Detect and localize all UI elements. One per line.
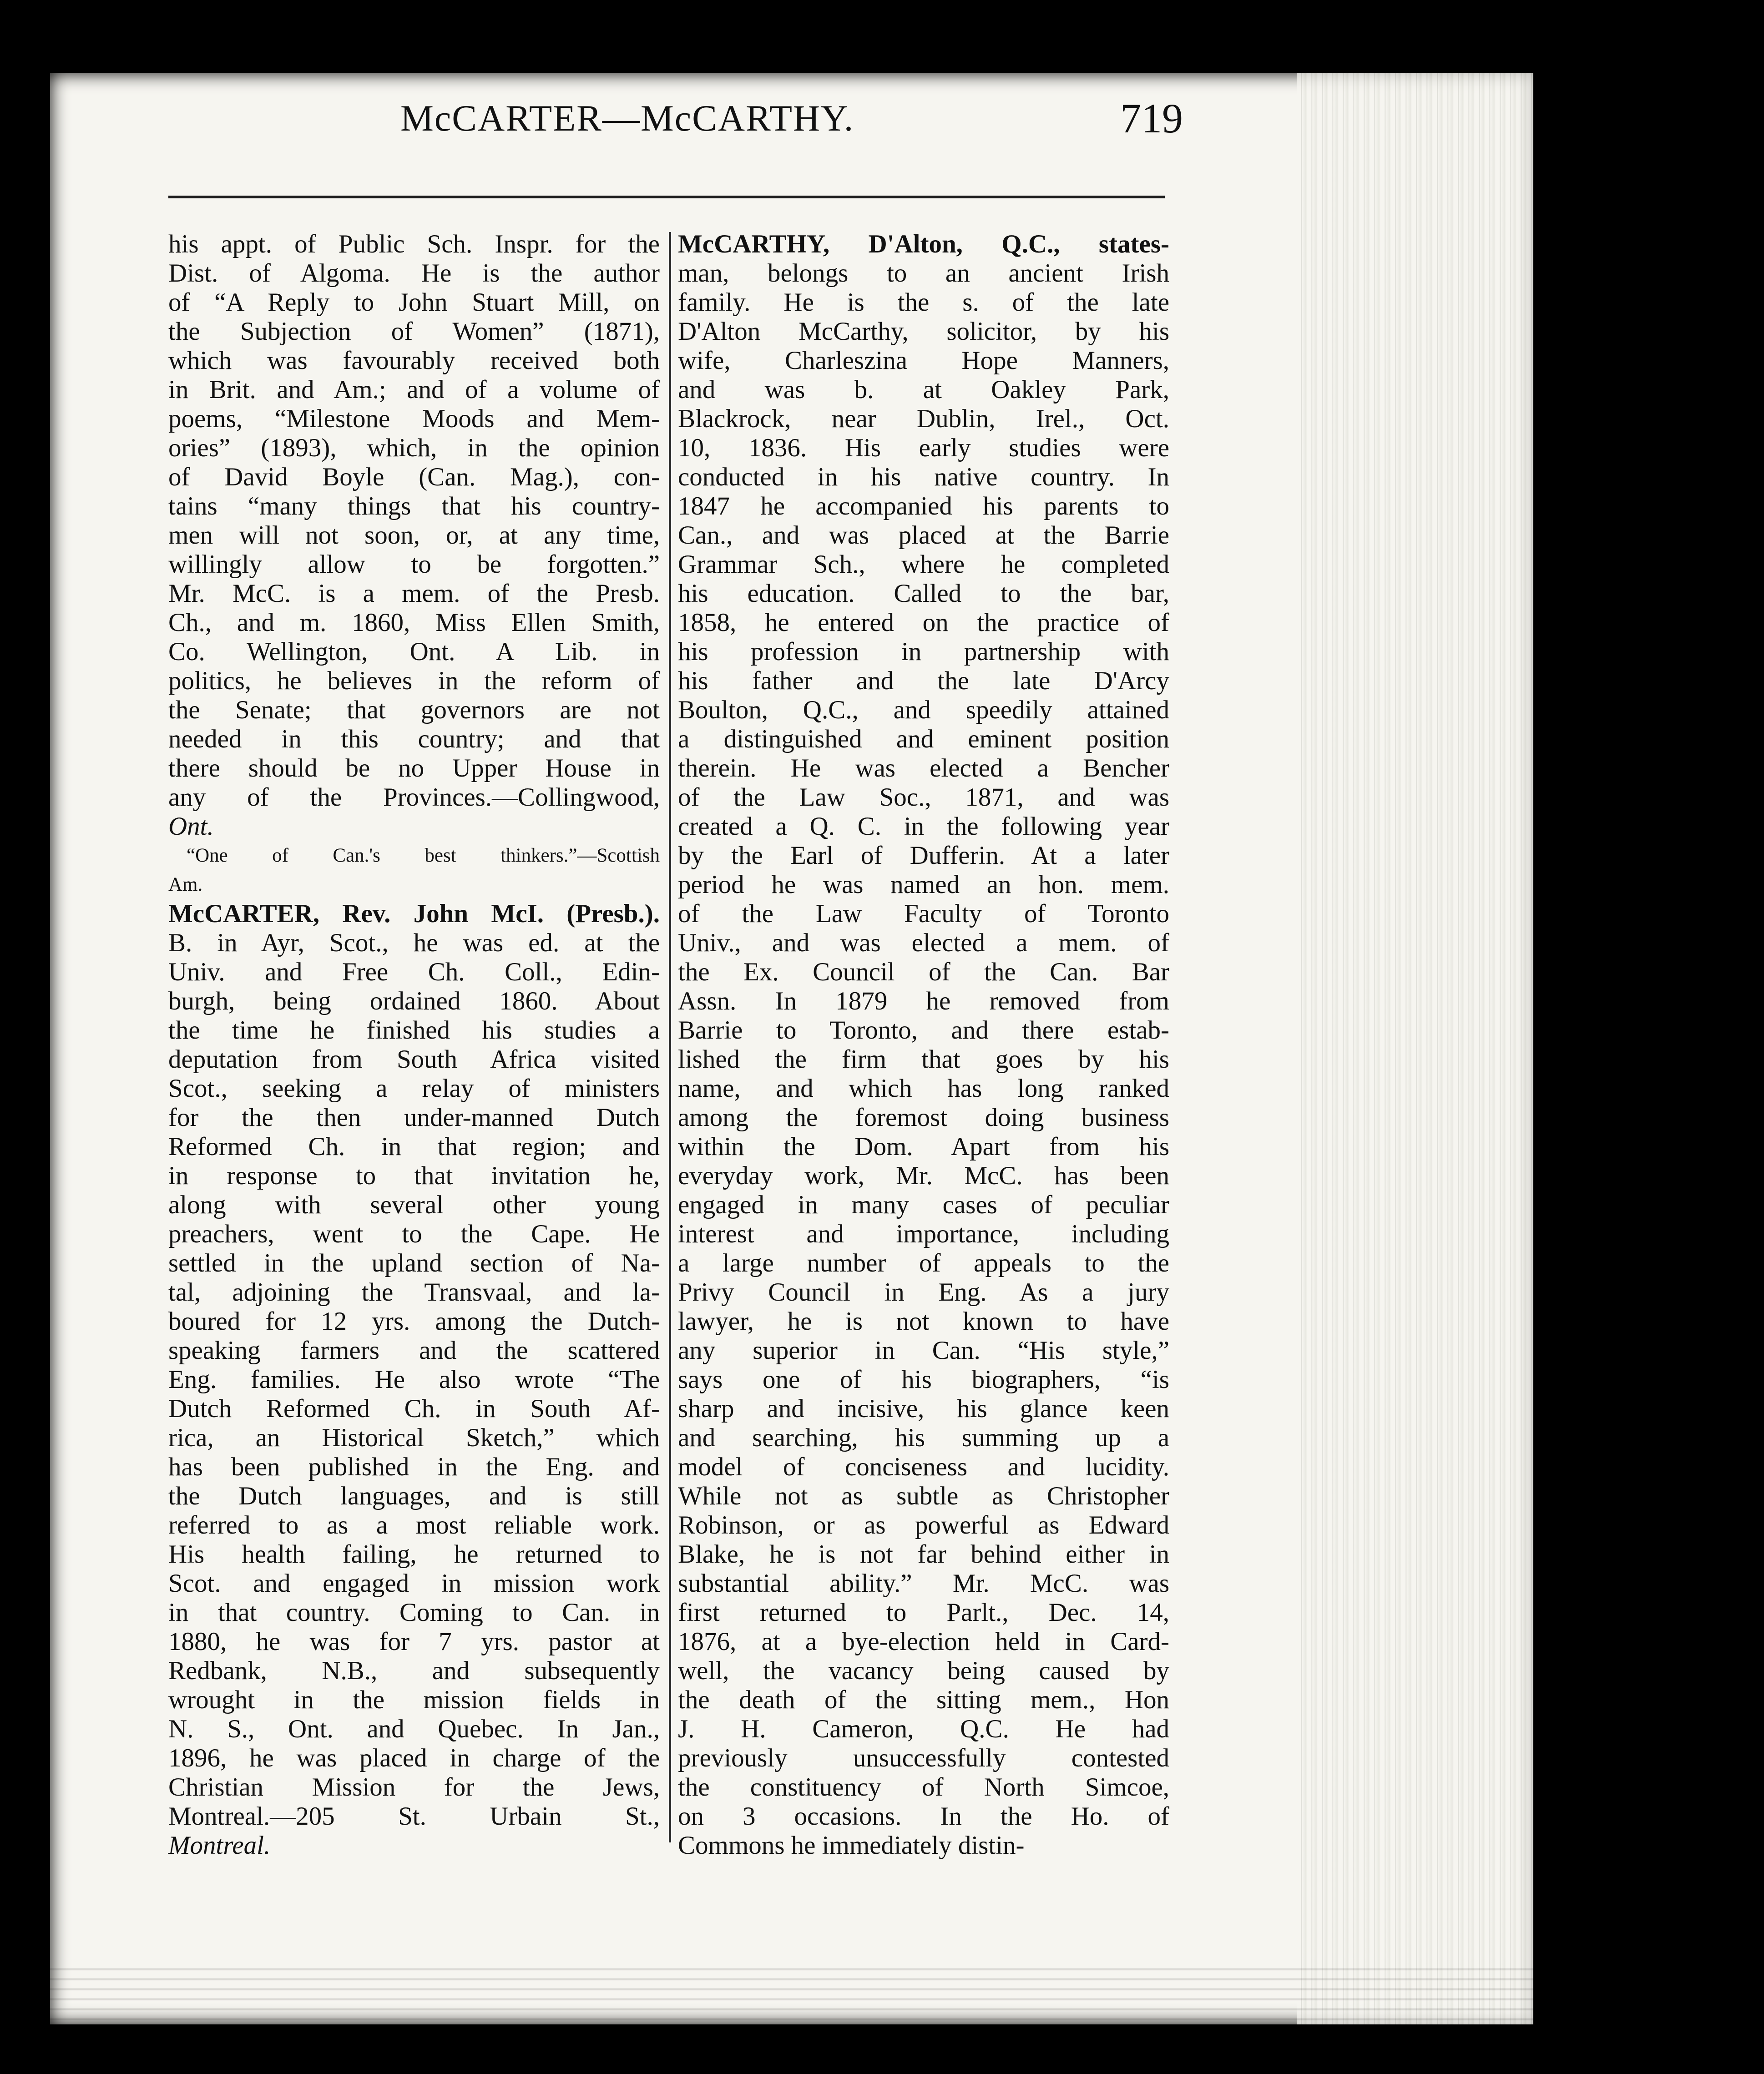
page-edge-texture	[1297, 73, 1533, 2024]
left-column-line: ories” (1893), which, in the opinion	[168, 434, 660, 462]
right-column-line: the constituency of North Simcoe,	[678, 1773, 1169, 1802]
right-column-line: Assn. In 1879 he removed from	[678, 987, 1169, 1015]
left-column-line: Scot. and engaged in mission work	[168, 1569, 660, 1598]
right-column-line: interest and importance, including	[678, 1220, 1169, 1248]
left-column-line: in response to that invitation he,	[168, 1161, 660, 1190]
left-column-line: tal, adjoining the Transvaal, and la-	[168, 1278, 660, 1307]
right-column-line: Robinson, or as powerful as Edward	[678, 1511, 1169, 1539]
right-column-line: 1876, at a bye-election held in Card-	[678, 1627, 1169, 1656]
running-head	[400, 91, 1183, 155]
right-column-line: everyday work, Mr. McC. has been	[678, 1161, 1169, 1190]
left-column-line: Montreal.	[168, 1831, 271, 1860]
right-column-line: wife, Charleszina Hope Manners,	[678, 346, 1169, 375]
left-column-line: the time he finished his studies a	[168, 1016, 660, 1045]
left-column-line: referred to as a most reliable work.	[168, 1511, 660, 1539]
right-column-line: any superior in Can. “His style,”	[678, 1336, 1169, 1365]
right-column-line: therein. He was elected a Bencher	[678, 754, 1169, 782]
right-column-line: Can., and was placed at the Barrie	[678, 521, 1169, 550]
right-column-line: of the Law Faculty of Toronto	[678, 899, 1169, 928]
left-column-line: in that country. Coming to Can. in	[168, 1598, 660, 1627]
left-column-line: the Dutch languages, and is still	[168, 1482, 660, 1510]
right-column-line: Univ., and was elected a mem. of	[678, 929, 1169, 957]
left-column-line: “One of Can.'s best thinkers.”—Scottish	[187, 845, 660, 866]
left-column-line: Co. Wellington, Ont. A Lib. in	[168, 637, 660, 666]
right-column-line: a distinguished and eminent position	[678, 725, 1169, 753]
right-column-line: Grammar Sch., where he completed	[678, 550, 1169, 579]
right-column-line: Privy Council in Eng. As a jury	[678, 1278, 1169, 1307]
left-column-line: in Brit. and Am.; and of a volume of	[168, 375, 660, 404]
right-column-line: his education. Called to the bar,	[678, 579, 1169, 608]
left-column-line: Redbank, N.B., and subsequently	[168, 1656, 660, 1685]
left-column-line: tains “many things that his country-	[168, 492, 660, 520]
right-column-line: engaged in many cases of peculiar	[678, 1191, 1169, 1219]
right-column-line: model of conciseness and lucidity.	[678, 1453, 1169, 1481]
left-column-line: needed in this country; and that	[168, 725, 660, 753]
left-column-line: preachers, went to the Cape. He	[168, 1220, 660, 1248]
left-column-line: Montreal.—205 St. Urbain St.,	[168, 1802, 660, 1831]
right-column-line: D'Alton McCarthy, solicitor, by his	[678, 317, 1169, 346]
left-column-line: Scot., seeking a relay of ministers	[168, 1074, 660, 1103]
right-column-line: Boulton, Q.C., and speedily attained	[678, 696, 1169, 724]
left-column-line: rica, an Historical Sketch,” which	[168, 1423, 660, 1452]
left-column-line: there should be no Upper House in	[168, 754, 660, 782]
right-column-line: conducted in his native country. In	[678, 463, 1169, 491]
left-column-line: McCARTER, Rev. John McI. (Presb.).	[168, 899, 660, 928]
left-column-line: Am.	[168, 874, 203, 895]
left-column-line: Mr. McC. is a mem. of the Presb.	[168, 579, 660, 608]
left-column-line: has been published in the Eng. and	[168, 1453, 660, 1481]
left-column-line: Ch., and m. 1860, Miss Ellen Smith,	[168, 608, 660, 637]
left-column-line: Eng. families. He also wrote “The	[168, 1365, 660, 1394]
left-column-line: of “A Reply to John Stuart Mill, on	[168, 288, 660, 317]
left-column-line: B. in Ayr, Scot., he was ed. at the	[168, 929, 660, 957]
right-column-line: family. He is the s. of the late	[678, 288, 1169, 317]
right-column-line: well, the vacancy being caused by	[678, 1656, 1169, 1685]
right-column-line: substantial ability.” Mr. McC. was	[678, 1569, 1169, 1598]
left-column-line: burgh, being ordained 1860. About	[168, 987, 660, 1015]
page-number: 719	[1120, 95, 1183, 141]
right-column	[678, 230, 1169, 1860]
right-column-line: his profession in partnership with	[678, 637, 1169, 666]
right-column-line: sharp and incisive, his glance keen	[678, 1394, 1169, 1423]
left-column-line: Christian Mission for the Jews,	[168, 1773, 660, 1802]
left-column-line: Univ. and Free Ch. Coll., Edin-	[168, 958, 660, 986]
right-column-line: J. H. Cameron, Q.C. He had	[678, 1715, 1169, 1743]
left-column-line: of David Boyle (Can. Mag.), con-	[168, 463, 660, 491]
right-column-line: previously unsuccessfully contested	[678, 1744, 1169, 1772]
right-column-line: name, and which has long ranked	[678, 1074, 1169, 1103]
left-column-line: his appt. of Public Sch. Inspr. for the	[168, 230, 660, 258]
right-column-line: Blackrock, near Dublin, Irel., Oct.	[678, 404, 1169, 433]
left-column-line: Dutch Reformed Ch. in South Af-	[168, 1394, 660, 1423]
right-column-line: lished the firm that goes by his	[678, 1045, 1169, 1074]
left-column-line: Ont.	[168, 812, 214, 841]
right-column-line: by the Earl of Dufferin. At a later	[678, 841, 1169, 870]
left-column-line: settled in the upland section of Na-	[168, 1249, 660, 1277]
left-column-line: speaking farmers and the scattered	[168, 1336, 660, 1365]
left-column-line: men will not soon, or, at any time,	[168, 521, 660, 550]
right-column-line: says one of his biographers, “is	[678, 1365, 1169, 1394]
left-column-line: His health failing, he returned to	[168, 1540, 660, 1569]
right-column-line: the death of the sitting mem., Hon	[678, 1685, 1169, 1714]
left-column-line: politics, he believes in the reform of	[168, 666, 660, 695]
left-column-line: poems, “Milestone Moods and Mem-	[168, 404, 660, 433]
left-column	[168, 230, 660, 1860]
right-column-line: within the Dom. Apart from his	[678, 1132, 1169, 1161]
left-column-line: the Subjection of Women” (1871),	[168, 317, 660, 346]
left-column-line: 1880, he was for 7 yrs. pastor at	[168, 1627, 660, 1656]
right-column-line: lawyer, he is not known to have	[678, 1307, 1169, 1336]
right-column-line: man, belongs to an ancient Irish	[678, 259, 1169, 288]
right-column-line: 10, 1836. His early studies were	[678, 434, 1169, 462]
left-column-line: for the then under-manned Dutch	[168, 1103, 660, 1132]
left-column-line: which was favourably received both	[168, 346, 660, 375]
right-column-line: Blake, he is not far behind either in	[678, 1540, 1169, 1569]
right-column-line: his father and the late D'Arcy	[678, 666, 1169, 695]
left-column-line: N. S., Ont. and Quebec. In Jan.,	[168, 1715, 660, 1743]
left-column-line: Reformed Ch. in that region; and	[168, 1132, 660, 1161]
left-column-line: the Senate; that governors are not	[168, 696, 660, 724]
right-column-line: period he was named an hon. mem.	[678, 870, 1169, 899]
right-column-line: 1858, he entered on the practice of	[678, 608, 1169, 637]
right-column-line: created a Q. C. in the following year	[678, 812, 1169, 841]
left-column-line: deputation from South Africa visited	[168, 1045, 660, 1074]
right-column-line: first returned to Parlt., Dec. 14,	[678, 1598, 1169, 1627]
left-column-line: along with several other young	[168, 1191, 660, 1219]
bottom-scan-noise	[50, 1961, 1533, 2024]
right-column-line: the Ex. Council of the Can. Bar	[678, 958, 1169, 986]
right-column-line: 1847 he accompanied his parents to	[678, 492, 1169, 520]
right-column-line: and searching, his summing up a	[678, 1423, 1169, 1452]
page-header-title: McCARTER—McCARTHY.	[400, 97, 854, 139]
left-column-line: willingly allow to be forgotten.”	[168, 550, 660, 579]
left-column-line: boured for 12 yrs. among the Dutch-	[168, 1307, 660, 1336]
right-column-line: While not as subtle as Christopher	[678, 1482, 1169, 1510]
right-column-line: Barrie to Toronto, and there estab-	[678, 1016, 1169, 1045]
left-column-line: wrought in the mission fields in	[168, 1685, 660, 1714]
left-column-line: Dist. of Algoma. He is the author	[168, 259, 660, 288]
right-column-line: among the foremost doing business	[678, 1103, 1169, 1132]
left-column-line: any of the Provinces.—Collingwood,	[168, 783, 660, 812]
header-rule	[168, 196, 1165, 198]
right-column-line: a large number of appeals to the	[678, 1249, 1169, 1277]
right-column-line: and was b. at Oakley Park,	[678, 375, 1169, 404]
column-divider	[669, 232, 671, 1842]
right-column-line: Commons he immediately distin-	[678, 1831, 1025, 1860]
left-column-line: 1896, he was placed in charge of the	[168, 1744, 660, 1772]
right-column-line: McCARTHY, D'Alton, Q.C., states-	[678, 230, 1169, 258]
right-column-line: on 3 occasions. In the Ho. of	[678, 1802, 1169, 1831]
right-column-line: of the Law Soc., 1871, and was	[678, 783, 1169, 812]
